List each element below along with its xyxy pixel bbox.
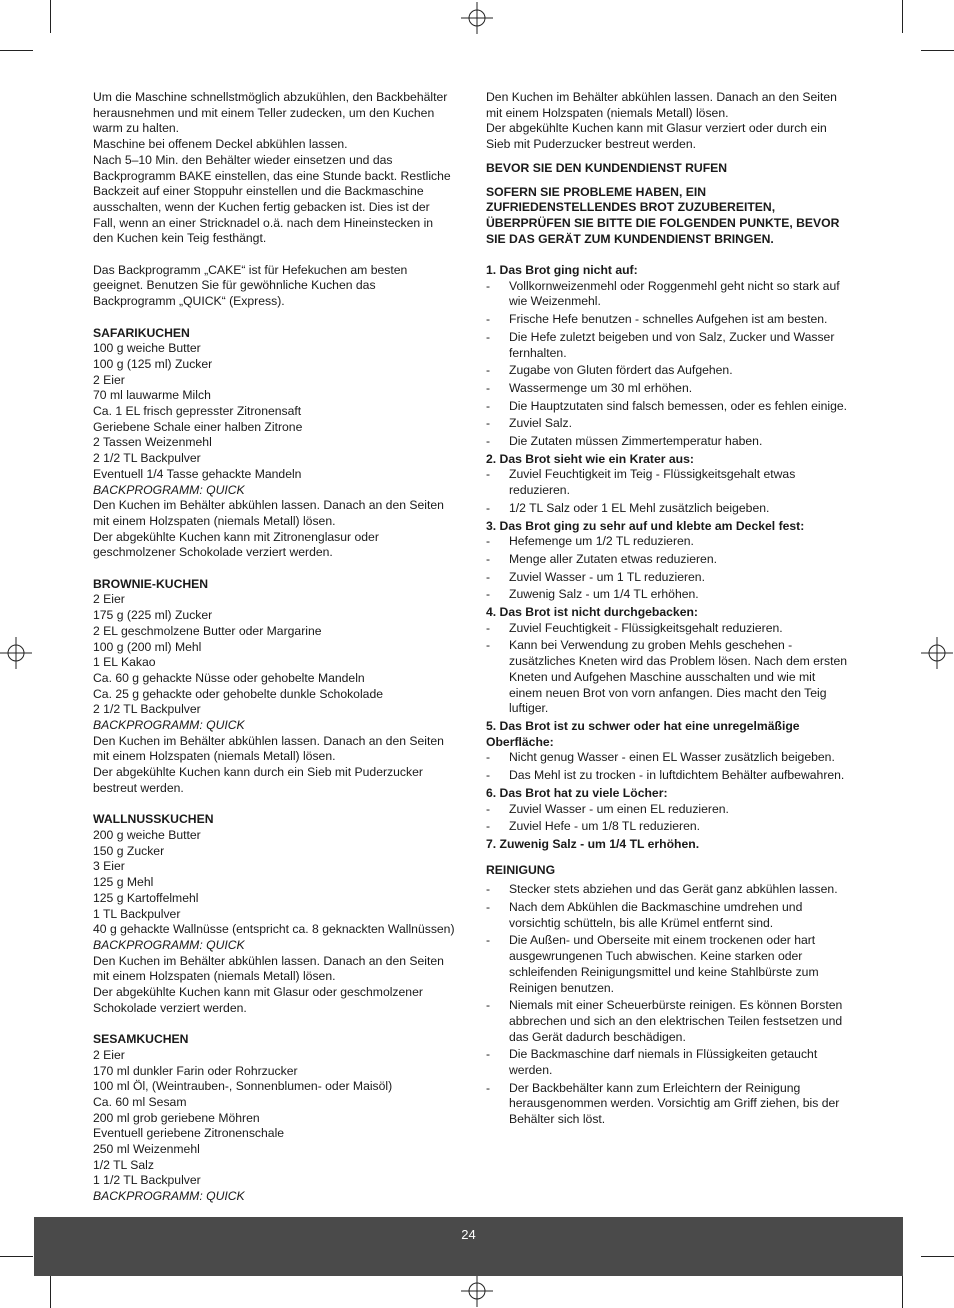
text-line: Backprogramm BAKE einstellen, das eine Stunde backt. Restliche bbox=[93, 168, 451, 183]
ingredient: Ca. 1 EL frisch gepresster Zitronensaft bbox=[93, 404, 302, 419]
bullet-item bbox=[486, 1047, 866, 1078]
ingredient: 1 1/2 TL Backpulver bbox=[93, 1173, 201, 1188]
instruction-line: Der abgekühlte Kuchen kann mit Glasur verziert oder durch ein bbox=[486, 121, 827, 136]
bullet-item bbox=[486, 467, 866, 498]
problem-group bbox=[486, 263, 866, 450]
cake-program-note bbox=[93, 263, 473, 310]
text-line: SIE DAS GERÄT ZUM KUNDENDIENST BRINGEN. bbox=[486, 231, 774, 246]
registration-mark-icon bbox=[461, 2, 493, 34]
instruction-line: bestreut werden. bbox=[93, 780, 184, 795]
bullet-text-line: einem neuen Brot von vorn anfangen. Dies macht den Teig bbox=[509, 685, 827, 700]
ingredient: 125 g Kartoffelmehl bbox=[93, 890, 199, 905]
instruction-line: Den Kuchen im Behälter abkühlen lassen. Danach an den Seiten bbox=[486, 90, 837, 104]
bullet-text-line: vorsichtig schütteln, bis alle Krümel entfernt sind. bbox=[509, 915, 774, 930]
text-line: herausnehmen und mit einem Teller zudecken, um den Kuchen bbox=[93, 105, 435, 120]
instruction-line: Schokolade verziert werden. bbox=[93, 1000, 247, 1015]
bullet-item bbox=[486, 1081, 866, 1128]
bullet-item bbox=[486, 933, 866, 996]
page-number: 24 bbox=[461, 1227, 476, 1242]
problem-title: 2. Das Brot sieht wie ein Krater aus: bbox=[486, 451, 694, 466]
ingredient: Eventuell geriebene Zitronenschale bbox=[93, 1126, 285, 1141]
bullet-text-line: - Das Mehl ist zu trocken - in luftdichtem Behälter aufbewahren. bbox=[509, 768, 845, 783]
bullet-text-line: - 1/2 TL Salz oder 1 EL Mehl zusätzlich beigeben. bbox=[509, 500, 770, 515]
ingredient: 100 g (200 ml) Mehl bbox=[93, 639, 202, 654]
baking-program: BACKPROGRAMM: QUICK bbox=[93, 718, 245, 733]
bullet-item bbox=[486, 819, 866, 835]
bullet-text-line: - Hefemenge um 1/2 TL reduzieren. bbox=[509, 534, 694, 549]
problem-title: 1. Das Brot ging nicht auf: bbox=[486, 263, 638, 278]
problem-group bbox=[486, 837, 866, 853]
crop-mark bbox=[50, 1275, 51, 1308]
text-line: Um die Maschine schnellstmöglich abzukühlen, den Backbehälter bbox=[93, 90, 448, 104]
problem-group bbox=[486, 719, 866, 784]
bullet-text-line: - Zuviel Salz. bbox=[509, 416, 572, 431]
bullet-item bbox=[486, 570, 866, 586]
bullet-text-line: - Zuviel Hefe - um 1/8 TL reduzieren. bbox=[509, 819, 701, 834]
ingredient: 100 g weiche Butter bbox=[93, 341, 201, 356]
bullet-item bbox=[486, 381, 866, 397]
crop-mark bbox=[921, 1256, 954, 1257]
text-line: warm zu halten. bbox=[93, 121, 180, 136]
crop-mark bbox=[902, 1275, 903, 1308]
troubleshooting-list bbox=[486, 263, 866, 853]
bullet-text-line: - Die Hefe zuletzt beigeben und von Salz, Zucker und Wasser bbox=[509, 329, 835, 344]
ingredient: 2 1/2 TL Backpulver bbox=[93, 451, 201, 466]
instruction-line: Der abgekühlte Kuchen kann durch ein Sieb mit Puderzucker bbox=[93, 765, 423, 780]
ingredient: 170 ml dunkler Farin oder Rohrzucker bbox=[93, 1063, 298, 1078]
ingredient: 150 g Zucker bbox=[93, 843, 165, 858]
bullet-text-line: ausgewrungenen Tuch abwischen. Keine starken oder bbox=[509, 949, 803, 964]
bullet-item bbox=[486, 882, 866, 898]
bullet-text-line: - Die Zutaten müssen Zimmertemperatur haben. bbox=[509, 434, 763, 449]
bullet-item bbox=[486, 802, 866, 818]
bullet-text-line: - Die Außen- und Oberseite mit einem trockenen oder hart bbox=[509, 933, 816, 948]
ingredient: Eventuell 1/4 Tasse gehackte Mandeln bbox=[93, 466, 302, 481]
registration-mark-icon bbox=[461, 1275, 493, 1307]
bullet-item bbox=[486, 750, 866, 766]
text-line: den Kuchen kein Teig festhängt. bbox=[93, 231, 267, 246]
ingredient: 2 Tassen Weizenmehl bbox=[93, 435, 212, 450]
instruction-line: Den Kuchen im Behälter abkühlen lassen. Danach an den Seiten bbox=[93, 498, 444, 513]
text-line: Backzeit auf einer Stoppuhr einstellen und die Backmaschine bbox=[93, 184, 424, 199]
instruction-line: Den Kuchen im Behälter abkühlen lassen. Danach an den Seiten bbox=[93, 953, 444, 968]
ingredient: 2 EL geschmolzene Butter oder Margarine bbox=[93, 623, 322, 638]
ingredient: Ca. 60 g gehackte Nüsse oder gehobelte Mandeln bbox=[93, 670, 365, 685]
recipe-title: WALLNUSSKUCHEN bbox=[93, 812, 214, 827]
bullet-item bbox=[486, 399, 866, 415]
crop-mark bbox=[0, 1256, 33, 1257]
bullet-item bbox=[486, 279, 866, 310]
bullet-text-line: - Die Backmaschine darf niemals in Flüssigkeiten getaucht bbox=[509, 1047, 818, 1062]
text-line: Maschine bei offenem Deckel abkühlen lassen. bbox=[93, 137, 348, 152]
bullet-item bbox=[486, 552, 866, 568]
bullet-text-line: wie Weizenmehl. bbox=[509, 294, 601, 309]
section-title: BEVOR SIE DEN KUNDENDIENST RUFEN bbox=[486, 160, 728, 175]
problem-title: 4. Das Brot ist nicht durchgebacken: bbox=[486, 605, 698, 620]
bullet-text-line: - Stecker stets abziehen und das Gerät ganz abkühlen lassen. bbox=[509, 882, 838, 897]
instruction-line: Der abgekühlte Kuchen kann mit Zitronenglasur oder bbox=[93, 529, 379, 544]
bullet-item bbox=[486, 621, 866, 637]
bullet-item bbox=[486, 312, 866, 328]
registration-mark-icon bbox=[921, 637, 953, 669]
instruction-line: geschmolzener Schokolade verziert werden. bbox=[93, 545, 333, 560]
ingredient: 1 EL Kakao bbox=[93, 655, 156, 670]
crop-mark bbox=[902, 0, 903, 33]
ingredient: 100 ml Öl, (Weintrauben-, Sonnenblumen- oder Maisöl) bbox=[93, 1079, 393, 1094]
bullet-item bbox=[486, 638, 866, 717]
baking-program: BACKPROGRAMM: QUICK bbox=[93, 1189, 245, 1204]
instruction-line: Sieb mit Puderzucker bestreut werden. bbox=[486, 137, 696, 152]
intro-paragraph bbox=[93, 90, 473, 247]
bullet-text-line: - Kann bei Verwendung zu groben Mehls geschehen - bbox=[509, 638, 793, 653]
problem-group bbox=[486, 452, 866, 517]
instruction-line: mit einem Holzspaten (niemals Metall) lösen. bbox=[93, 969, 336, 984]
text-line: Backprogramm „QUICK“ (Express). bbox=[93, 294, 285, 309]
bullet-text-line: - Niemals mit einer Scheuerbürste reinigen. Es können Borsten bbox=[509, 998, 843, 1013]
recipe-sesamkuchen bbox=[93, 1032, 473, 1205]
crop-mark bbox=[50, 0, 51, 33]
registration-mark-icon bbox=[0, 637, 32, 669]
ingredient: 1 TL Backpulver bbox=[93, 906, 181, 921]
problem-title: 7. Zuwenig Salz - um 1/4 TL erhöhen. bbox=[486, 836, 700, 851]
ingredient: 40 g gehackte Wallnüsse (entspricht ca. 8 geknackten Wallnüssen) bbox=[93, 922, 455, 937]
bullet-text-line: Kneten und Aufgehen Maschine ausschalten und wie mit bbox=[509, 669, 816, 684]
bullet-item bbox=[486, 768, 866, 784]
ingredient: 200 ml grob geriebene Möhren bbox=[93, 1110, 260, 1125]
bullet-text-line: - Vollkornweizenmehl oder Roggenmehl geht nicht so stark auf bbox=[509, 278, 840, 293]
bullet-text-line: - Zuwenig Salz - um 1/4 TL erhöhen. bbox=[509, 587, 699, 602]
bullet-text-line: - Zuviel Wasser - um einen EL reduzieren. bbox=[509, 801, 729, 816]
recipe-brownie-kuchen bbox=[93, 577, 473, 797]
ingredient: 2 Eier bbox=[93, 1047, 125, 1062]
recipe-safarikuchen bbox=[93, 326, 473, 562]
bullet-item bbox=[486, 900, 866, 931]
ingredient: 200 g weiche Butter bbox=[93, 827, 201, 842]
bullet-item bbox=[486, 434, 866, 450]
problem-group bbox=[486, 605, 866, 717]
bullet-text-line: das Gerät dadurch beschädigen. bbox=[509, 1029, 686, 1044]
ingredient: 175 g (225 ml) Zucker bbox=[93, 608, 213, 623]
problem-title: 5. Das Brot ist zu schwer oder hat eine unregelmäßige bbox=[486, 719, 800, 733]
problem-title: 6. Das Brot hat zu viele Löcher: bbox=[486, 785, 668, 800]
bullet-text-line: - Zugabe von Gluten fördert das Aufgehen. bbox=[509, 363, 733, 378]
recipe-title: SAFARIKUCHEN bbox=[93, 325, 190, 340]
bullet-text-line: - Der Backbehälter kann zum Erleichtern der Reinigung bbox=[509, 1080, 801, 1095]
bullet-text-line: - Wassermenge um 30 ml erhöhen. bbox=[509, 380, 693, 395]
bullet-item bbox=[486, 363, 866, 379]
text-line: Das Backprogramm „CAKE“ ist für Hefekuchen am besten bbox=[93, 262, 408, 277]
ingredient: 2 1/2 TL Backpulver bbox=[93, 702, 201, 717]
bullet-text-line: abbrechen und sich an den elektrischen Teilen festsetzen und bbox=[509, 1013, 843, 1028]
text-line: ausschalten, wenn der Kuchen fertig gebacken ist. Dies ist der bbox=[93, 199, 430, 214]
bullet-text-line: herausgenommen werden. Vorsichtig am Griff ziehen, bis der bbox=[509, 1096, 840, 1111]
recipe-title: BROWNIE-KUCHEN bbox=[93, 576, 209, 591]
instruction-line: mit einem Holzspaten (niemals Metall) lösen. bbox=[93, 749, 336, 764]
ingredient: 3 Eier bbox=[93, 859, 125, 874]
ingredient: 100 g (125 ml) Zucker bbox=[93, 356, 213, 371]
text-line: SOFERN SIE PROBLEME HABEN, EIN bbox=[486, 184, 707, 199]
crop-mark bbox=[921, 50, 954, 51]
bullet-item bbox=[486, 330, 866, 361]
service-intro bbox=[486, 185, 866, 248]
bullet-item bbox=[486, 501, 866, 517]
baking-program: BACKPROGRAMM: QUICK bbox=[93, 482, 245, 497]
bullet-text-line: luftiger. bbox=[509, 701, 549, 716]
section-title: REINIGUNG bbox=[486, 862, 556, 877]
bullet-text-line: - Nicht genug Wasser - einen EL Wasser zusätzlich beigeben. bbox=[509, 750, 835, 765]
bullet-text-line: schleifenden Reinigungsmittel und keine Stahlbürste zum bbox=[509, 964, 819, 979]
problem-title: 3. Das Brot ging zu sehr auf und klebte am Deckel fest: bbox=[486, 518, 805, 533]
bullet-text-line: - Zuviel Feuchtigkeit - Flüssigkeitsgehalt reduzieren. bbox=[509, 620, 783, 635]
instruction-line: mit einem Holzspaten (niemals Metall) lösen. bbox=[486, 105, 729, 120]
text-line: geeignet. Benutzen Sie für gewöhnliche Kuchen das bbox=[93, 278, 376, 293]
right-column bbox=[486, 90, 866, 1130]
bullet-text-line: fernhalten. bbox=[509, 345, 567, 360]
instruction-line: mit einem Holzspaten (niemals Metall) lösen. bbox=[93, 513, 336, 528]
problem-group bbox=[486, 786, 866, 835]
ingredient: 250 ml Weizenmehl bbox=[93, 1142, 200, 1157]
baking-program: BACKPROGRAMM: QUICK bbox=[93, 937, 245, 952]
ingredient: Ca. 25 g gehackte oder gehobelte dunkle Schokolade bbox=[93, 686, 384, 701]
bullet-item bbox=[486, 998, 866, 1045]
bullet-text-line: reduzieren. bbox=[509, 483, 570, 498]
bullet-text-line: - Zuviel Feuchtigkeit im Teig - Flüssigkeitsgehalt etwas bbox=[509, 467, 796, 482]
bullet-text-line: - Menge aller Zutaten etwas reduzieren. bbox=[509, 551, 717, 566]
crop-mark bbox=[0, 50, 33, 51]
text-line: ZUFRIEDENSTELLENDES BROT ZUZUBEREITEN, bbox=[486, 200, 776, 215]
ingredient: Geriebene Schale einer halben Zitrone bbox=[93, 419, 303, 434]
ingredient: 70 ml lauwarme Milch bbox=[93, 388, 211, 403]
bullet-item bbox=[486, 416, 866, 432]
bullet-text-line: - Zuviel Wasser - um 1 TL reduzieren. bbox=[509, 569, 705, 584]
bullet-text-line: Behälter sich löst. bbox=[509, 1112, 606, 1127]
bullet-item bbox=[486, 587, 866, 603]
ingredient: 125 g Mehl bbox=[93, 875, 154, 890]
ingredient: 2 Eier bbox=[93, 592, 125, 607]
bullet-item bbox=[486, 534, 866, 550]
ingredient: Ca. 60 ml Sesam bbox=[93, 1094, 187, 1109]
bullet-text-line: werden. bbox=[509, 1063, 553, 1078]
recipe-title: SESAMKUCHEN bbox=[93, 1032, 189, 1047]
bullet-text-line: - Die Hauptzutaten sind falsch bemessen, oder es fehlen einige. bbox=[509, 398, 848, 413]
text-line: ÜBERPRÜFEN SIE BITTE DIE FOLGENDEN PUNKTE, BEVOR bbox=[486, 215, 840, 230]
instruction-line: Den Kuchen im Behälter abkühlen lassen. Danach an den Seiten bbox=[93, 733, 444, 748]
recipe-wallnusskuchen bbox=[93, 812, 473, 1016]
sesam-instructions bbox=[486, 90, 866, 153]
instruction-line: Der abgekühlte Kuchen kann mit Glasur oder geschmolzener bbox=[93, 985, 423, 1000]
ingredient: 1/2 TL Salz bbox=[93, 1157, 154, 1172]
footer-bar bbox=[34, 1217, 903, 1276]
bullet-text-line: - Frische Hefe benutzen - schnelles Aufgehen ist am besten. bbox=[509, 312, 828, 327]
bullet-text-line: Reinigen benutzen. bbox=[509, 980, 615, 995]
text-line: Fall, wenn an einer Stricknadel o.ä. nach dem Hineinstecken in bbox=[93, 215, 434, 230]
left-column bbox=[93, 90, 473, 1205]
cleaning-list bbox=[486, 882, 866, 1128]
bullet-text-line: zusätzliches Kneten wird das Problem lösen. Nach dem ersten bbox=[509, 654, 848, 669]
problem-title: Oberfläche: bbox=[486, 734, 554, 749]
bullet-text-line: - Nach dem Abkühlen die Backmaschine umdrehen und bbox=[509, 900, 803, 915]
ingredient: 2 Eier bbox=[93, 372, 125, 387]
text-line: Nach 5–10 Min. den Behälter wieder einsetzen und das bbox=[93, 152, 393, 167]
problem-group bbox=[486, 519, 866, 604]
